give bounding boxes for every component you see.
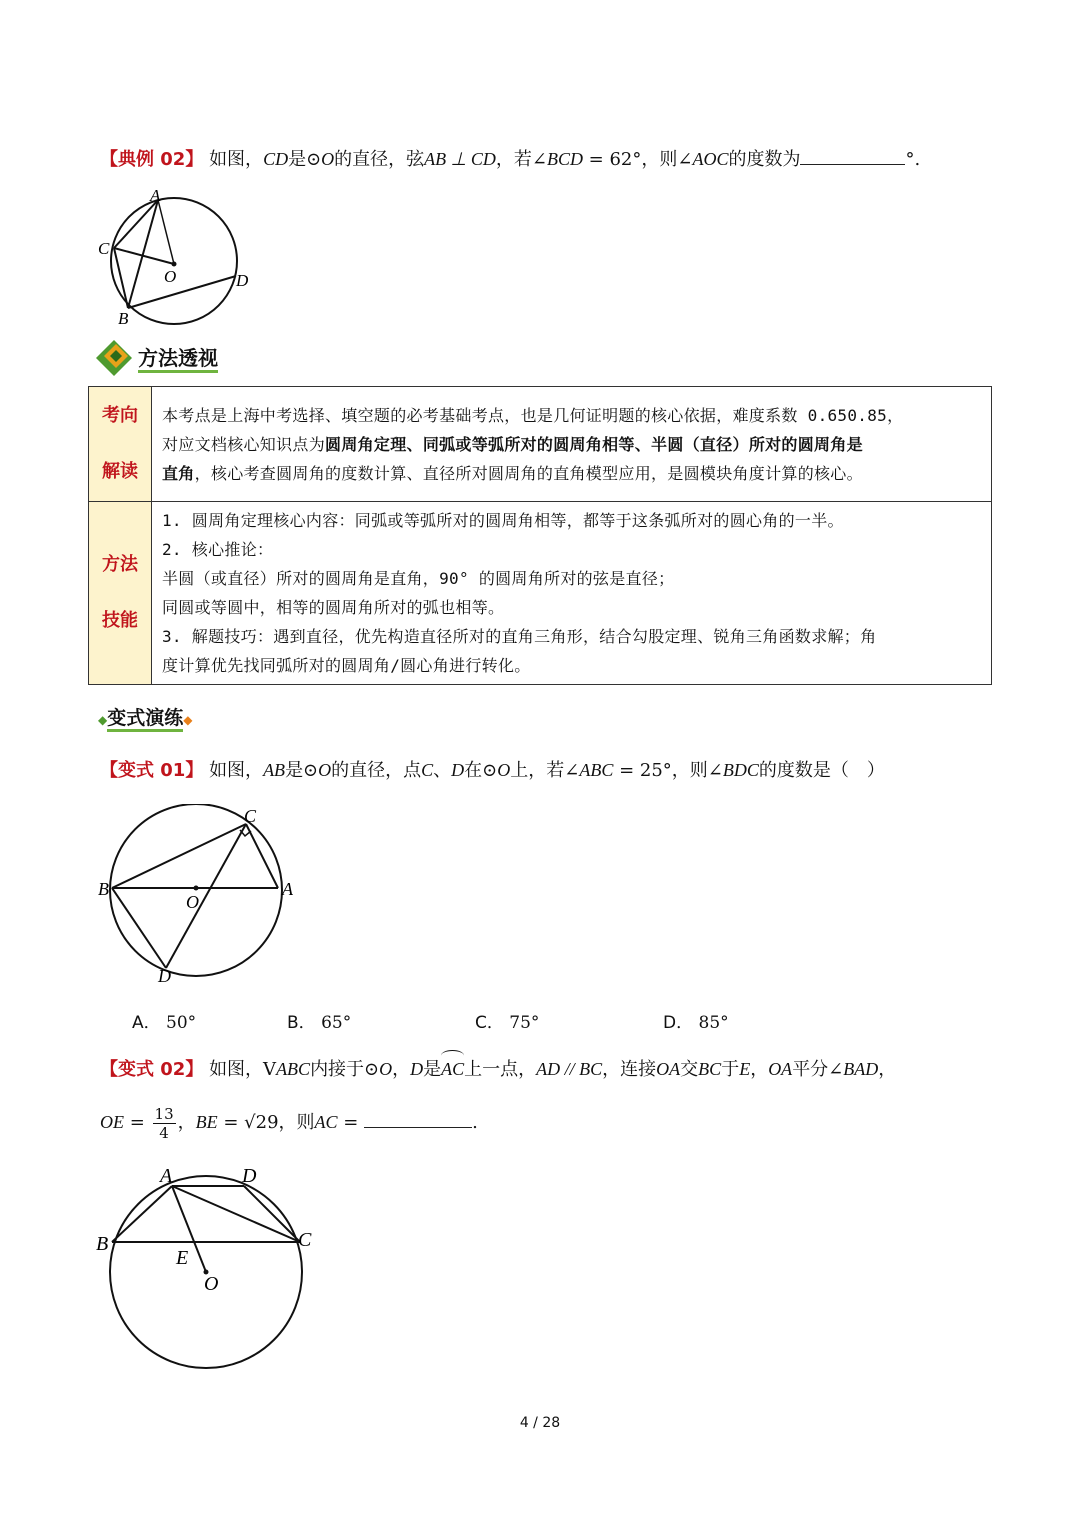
question-text: 、 [433, 760, 452, 781]
math-symbol: C [421, 760, 434, 780]
fig2-label: D [158, 966, 171, 986]
row-body [152, 502, 992, 685]
option-letter: A． [132, 1013, 161, 1033]
row-label [89, 387, 152, 502]
fig1-label: O [164, 267, 177, 286]
fig3-label: B [96, 1233, 109, 1255]
math-symbol: OA [656, 1059, 681, 1079]
question-text: ， [750, 1059, 769, 1080]
option-value: 85° [698, 1013, 729, 1033]
question-text: = √29 [217, 1112, 279, 1133]
math-symbol: O [318, 760, 332, 780]
math-symbol: BCD [546, 149, 583, 169]
question-text: 的直径，弦 [334, 149, 425, 170]
math-symbol: OE [100, 1112, 124, 1132]
question-text: °. [905, 149, 921, 170]
question-text: 如图， [209, 149, 264, 170]
practice-section-header [98, 703, 192, 730]
question-text: 平分∠ [792, 1059, 844, 1080]
table-row [89, 387, 992, 502]
row-label-bottom: 解读 [102, 461, 138, 482]
option-value: 50° [166, 1013, 197, 1033]
body-text-bold: 圆周角定理、同弧或等弧所对的圆周角相等、半圆（直径）所对的圆周角是 [325, 434, 863, 454]
question-text: = [337, 1112, 365, 1133]
variant1-question [100, 757, 885, 784]
math-symbol: O [321, 149, 335, 169]
arc-mark [441, 1050, 464, 1061]
page-number: 4 / 28 [519, 1415, 561, 1431]
body-line: 2. 核心推论： [162, 540, 274, 559]
body-line: 本考点是上海中考选择、填空题的必考基础考点，也是几何证明题的核心依据，难度系数 0.650.85， [162, 405, 904, 425]
fraction-numerator: 13 [154, 1104, 174, 1123]
figure-variant2-circle [94, 1160, 334, 1370]
fig2-label: C [244, 806, 257, 826]
question-text: 交 [680, 1059, 699, 1080]
question-text: = [124, 1112, 151, 1133]
option-c[interactable] [475, 1008, 539, 1033]
body-line: 同圆或等圆中，相等的圆周角所对的弧也相等。 [162, 598, 505, 617]
body-text: ，核心考查圆周角的度数计算、直径所对圆周角的直角模型应用，是圆模块角度计算的核心。 [194, 463, 863, 483]
question-text: = 25°，则∠ [613, 760, 723, 781]
answer-blank[interactable] [364, 1111, 472, 1128]
question-text: 于 [721, 1059, 740, 1080]
option-letter: B． [287, 1013, 316, 1033]
question-text: ，则 [278, 1112, 315, 1133]
row-label-top: 考向 [102, 405, 138, 426]
diamond-icon [94, 338, 134, 378]
math-symbol: D [410, 1059, 424, 1079]
question-text: 在⊙ [464, 760, 498, 781]
fig3-label: A [160, 1165, 173, 1187]
fig3-label: E [176, 1247, 189, 1269]
body-text: 对应文档核心知识点为 [162, 434, 326, 454]
row-body [152, 387, 992, 502]
math-symbol: BC [698, 1059, 722, 1079]
question-text: 是⊙ [288, 149, 322, 170]
math-symbol: BAD [843, 1059, 879, 1079]
body-line: 度计算优先找同弧所对的圆周角/圆心角进行转化。 [162, 656, 531, 675]
row-label-top: 方法 [102, 554, 138, 575]
math-symbol: O [379, 1059, 393, 1079]
fig1-label: D [236, 271, 249, 290]
fig2-label: B [98, 879, 109, 899]
math-symbol: O [497, 760, 511, 780]
math-symbol: ABC [579, 760, 614, 780]
question-text: = 62°，则∠ [582, 149, 693, 170]
body-line: 3. 解题技巧：遇到直径，优先构造直径所对的直角三角形，结合勾股定理、锐角三角函数求解；角 [162, 627, 877, 646]
fig2-label: A [282, 879, 293, 899]
diamond-left-icon: ◆ [98, 713, 108, 727]
question-text: ， [392, 1059, 411, 1080]
math-symbol: ABC [276, 1059, 311, 1079]
fig1-label: A [150, 188, 161, 205]
question-text: . [472, 1112, 478, 1133]
question-text: 上一点， [464, 1059, 537, 1080]
fraction [153, 1105, 176, 1142]
fig1-label: C [98, 239, 110, 258]
question-text: 内接于⊙ [310, 1059, 380, 1080]
row-label-bottom: 技能 [102, 610, 138, 631]
math-symbol: CD [263, 149, 289, 169]
method-table [88, 386, 992, 685]
question-text: 是⊙ [285, 760, 319, 781]
math-symbol: E [739, 1059, 751, 1079]
section-title: 变式演练 [107, 707, 183, 732]
math-symbol: BDC [722, 760, 759, 780]
option-letter: D． [663, 1013, 694, 1033]
fig2-label: O [186, 892, 199, 912]
answer-blank[interactable] [800, 148, 905, 165]
option-a[interactable] [132, 1008, 196, 1033]
math-symbol: BE [195, 1112, 218, 1132]
body-text-bold: 直角 [162, 463, 195, 483]
math-symbol: AC [314, 1112, 338, 1132]
question-text: 上，若∠ [510, 760, 580, 781]
question-text: 是 [423, 1059, 442, 1080]
question-text: 的度数是（ ） [758, 760, 885, 781]
math-symbol: D [451, 760, 465, 780]
body-line: 半圆（或直径）所对的圆周角是直角，90° 的圆周角所对的弦是直径； [162, 569, 675, 588]
fig3-label: O [204, 1273, 219, 1295]
table-row [89, 502, 992, 685]
option-d[interactable] [663, 1008, 729, 1033]
option-value: 75° [509, 1013, 540, 1033]
figure-example-circle [94, 188, 254, 328]
math-expression: AB ⊥ CD [424, 149, 496, 169]
variant2-question-line2 [100, 1102, 478, 1143]
row-label [89, 502, 152, 685]
variant-tag: 【变式 02】 [100, 1059, 204, 1080]
question-text: 的直径，点 [331, 760, 422, 781]
option-b[interactable] [287, 1008, 351, 1033]
question-text: 如图，V [209, 1059, 277, 1080]
fig1-label: B [118, 309, 129, 328]
question-text: ， [177, 1112, 196, 1133]
example-question [100, 146, 920, 173]
math-expression: AD // BC [536, 1059, 603, 1079]
question-text: 的度数为 [728, 149, 801, 170]
figure-variant1-circle [94, 804, 304, 986]
fig3-label: C [298, 1229, 312, 1251]
body-line [162, 430, 981, 459]
body-line [162, 459, 981, 488]
arc-symbol [441, 1056, 464, 1082]
math-symbol: AOC [692, 149, 729, 169]
question-text: ，连接 [602, 1059, 657, 1080]
variant-tag: 【变式 01】 [100, 760, 204, 781]
option-letter: C． [475, 1013, 504, 1033]
question-text: ， [878, 1059, 897, 1080]
diamond-right-icon: ◆ [183, 713, 193, 727]
section-title: 方法透视 [138, 346, 218, 373]
question-text: ，若∠ [495, 149, 547, 170]
fraction-denominator: 4 [159, 1123, 169, 1142]
fig3-label: D [242, 1165, 257, 1187]
question-text: 如图， [209, 760, 264, 781]
example-tag: 【典例 02】 [100, 149, 204, 170]
math-symbol: AB [263, 760, 286, 780]
option-value: 65° [321, 1013, 352, 1033]
body-line: 1. 圆周角定理核心内容：同弧或等弧所对的圆周角相等，都等于这条弧所对的圆心角的一半。 [162, 511, 844, 530]
math-symbol: OA [768, 1059, 793, 1079]
math-symbol: AC [441, 1059, 465, 1079]
variant2-question-line1 [100, 1056, 896, 1083]
